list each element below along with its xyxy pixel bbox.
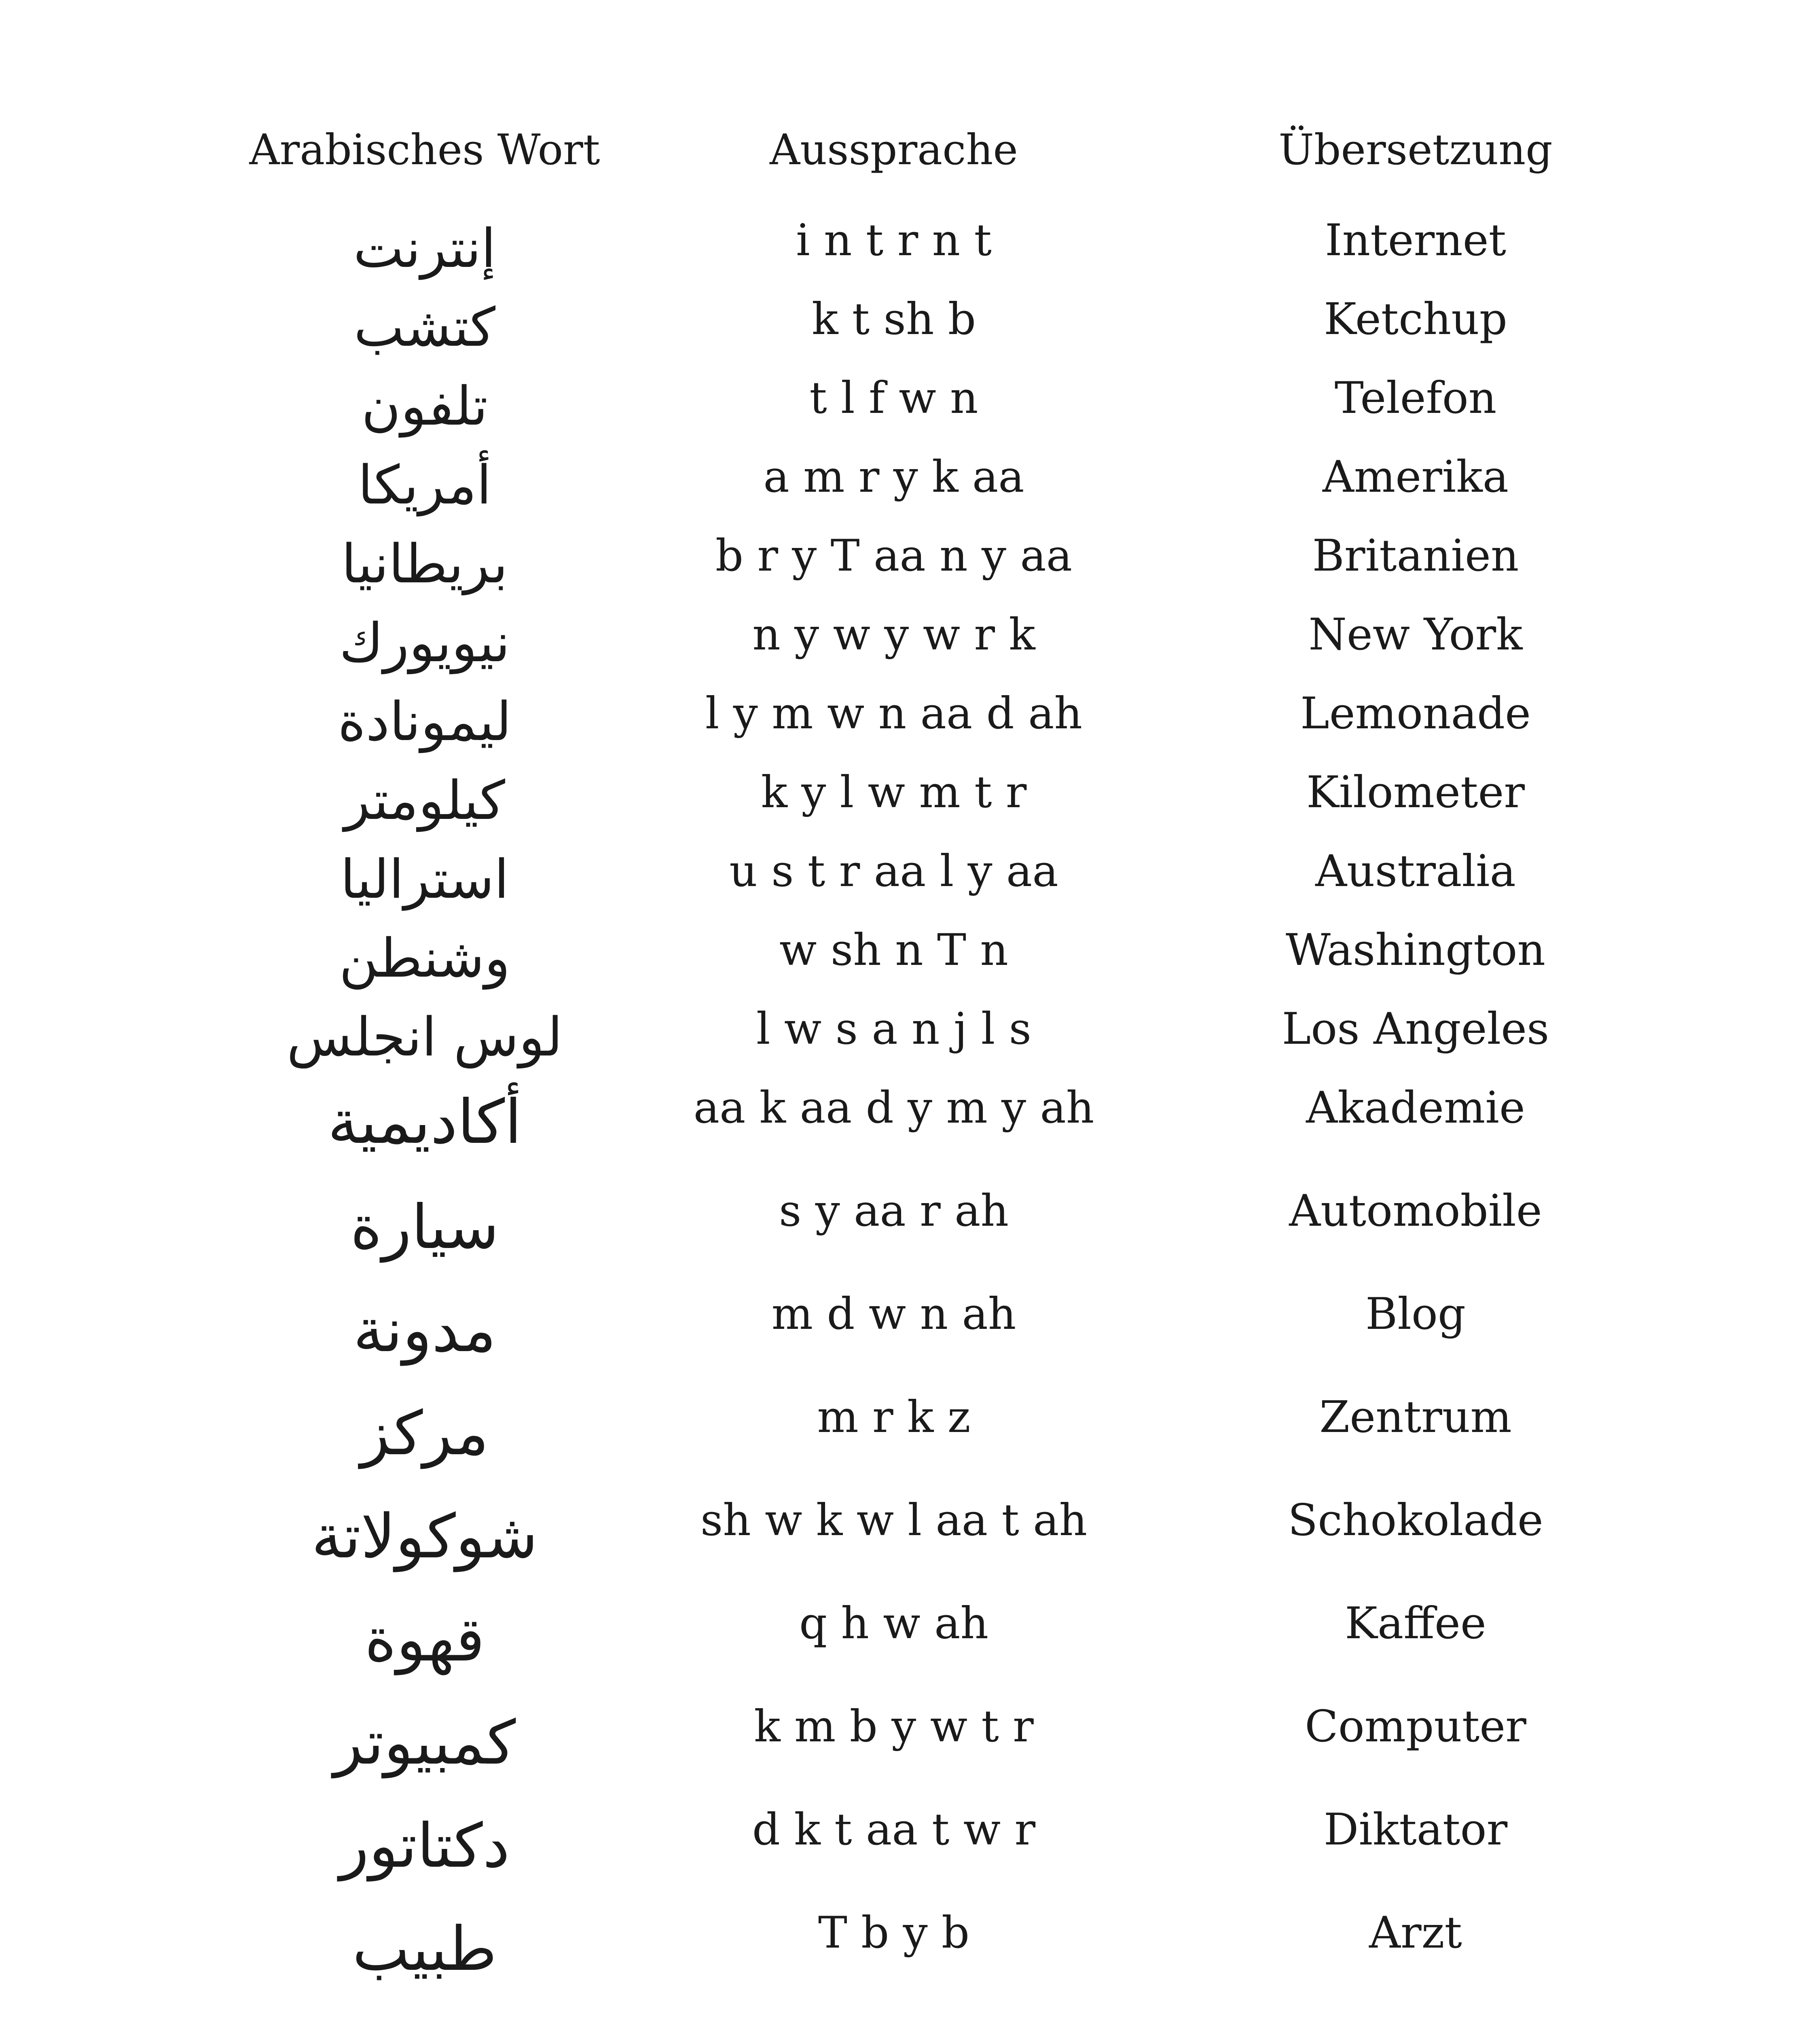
translation-cell: Zentrum [1319, 1392, 1512, 1442]
pronunciation-cell: d k t aa t w r [752, 1804, 1036, 1855]
pronunciation-cell: b r y T aa n y aa [715, 531, 1073, 581]
pronunciation-cell: n y w y w r k [752, 609, 1035, 660]
arabic-word-cell: تلفون [361, 375, 488, 438]
arabic-word-cell: دكتاتور [339, 1811, 510, 1881]
translation-cell: Arzt [1369, 1908, 1462, 1958]
header-arabic-word: Arabisches Wort [249, 125, 600, 174]
translation-cell: Washington [1285, 925, 1546, 975]
translation-cell: Amerika [1322, 452, 1509, 502]
translation-cell: Automobile [1289, 1186, 1542, 1236]
header-translation: Übersetzung [1278, 125, 1553, 174]
arabic-word-cell: لوس انجلس [286, 1006, 563, 1068]
translation-cell: Schokolade [1288, 1495, 1543, 1546]
arabic-word-cell: كمبيوتر [333, 1708, 516, 1778]
pronunciation-cell: k t sh b [812, 294, 976, 345]
arabic-word-cell: إنترنت [353, 218, 496, 280]
translation-cell: Ketchup [1324, 294, 1507, 345]
header-pronunciation: Aussprache [770, 125, 1018, 174]
pronunciation-cell: aa k aa d y m y ah [693, 1083, 1094, 1133]
translation-cell: Kilometer [1306, 767, 1525, 818]
translation-cell: Blog [1365, 1289, 1466, 1339]
arabic-word-cell: وشنطن [339, 927, 510, 990]
arabic-word-cell: سيارة [350, 1192, 499, 1263]
translation-cell: Kaffee [1345, 1598, 1486, 1649]
pronunciation-cell: i n t r n t [796, 215, 992, 266]
arabic-word-cell: مدونة [353, 1295, 496, 1366]
arabic-word-cell: شوكولاتة [311, 1502, 538, 1572]
translation-cell: Britanien [1312, 531, 1519, 581]
pronunciation-cell: a m r y k aa [763, 452, 1024, 502]
translation-cell: Los Angeles [1282, 1004, 1549, 1054]
pronunciation-cell: k m b y w t r [754, 1701, 1034, 1752]
pronunciation-cell: l w s a n j l s [756, 1004, 1032, 1054]
arabic-word-cell: أكاديمية [328, 1087, 522, 1157]
arabic-word-cell: مركز [360, 1398, 489, 1469]
pronunciation-cell: t l f w n [809, 373, 978, 423]
pronunciation-cell: l y m w n aa d ah [705, 688, 1083, 739]
arabic-word-cell: استراليا [340, 848, 509, 911]
arabic-word-cell: طبيب [352, 1914, 497, 1984]
pronunciation-cell: m r k z [817, 1392, 971, 1442]
pronunciation-cell: m d w n ah [771, 1289, 1016, 1339]
arabic-word-cell: ليمونادة [338, 691, 512, 753]
pronunciation-cell: u s t r aa l y aa [729, 846, 1058, 897]
arabic-word-cell: كتشب [353, 296, 496, 359]
pronunciation-cell: w sh n T n [779, 925, 1008, 975]
pronunciation-cell: T b y b [818, 1908, 970, 1958]
translation-cell: Akademie [1306, 1083, 1525, 1133]
pronunciation-cell: s y aa r ah [779, 1186, 1009, 1236]
translation-cell: Telefon [1334, 373, 1497, 423]
translation-cell: Lemonade [1300, 688, 1531, 739]
arabic-word-cell: كيلومتر [344, 770, 505, 832]
translation-cell: Internet [1325, 215, 1507, 266]
translation-cell: Computer [1305, 1701, 1526, 1752]
pronunciation-cell: sh w k w l aa t ah [700, 1495, 1088, 1546]
arabic-word-cell: أمريكا [358, 454, 492, 516]
pronunciation-cell: k y l w m t r [761, 767, 1027, 818]
arabic-word-cell: قهوة [364, 1605, 485, 1675]
pronunciation-cell: q h w ah [799, 1598, 989, 1649]
arabic-word-cell: بريطانيا [341, 533, 508, 595]
arabic-word-cell: نيويورك [339, 612, 510, 674]
translation-cell: Diktator [1323, 1804, 1508, 1855]
translation-cell: New York [1308, 609, 1523, 660]
translation-cell: Australia [1315, 846, 1516, 897]
